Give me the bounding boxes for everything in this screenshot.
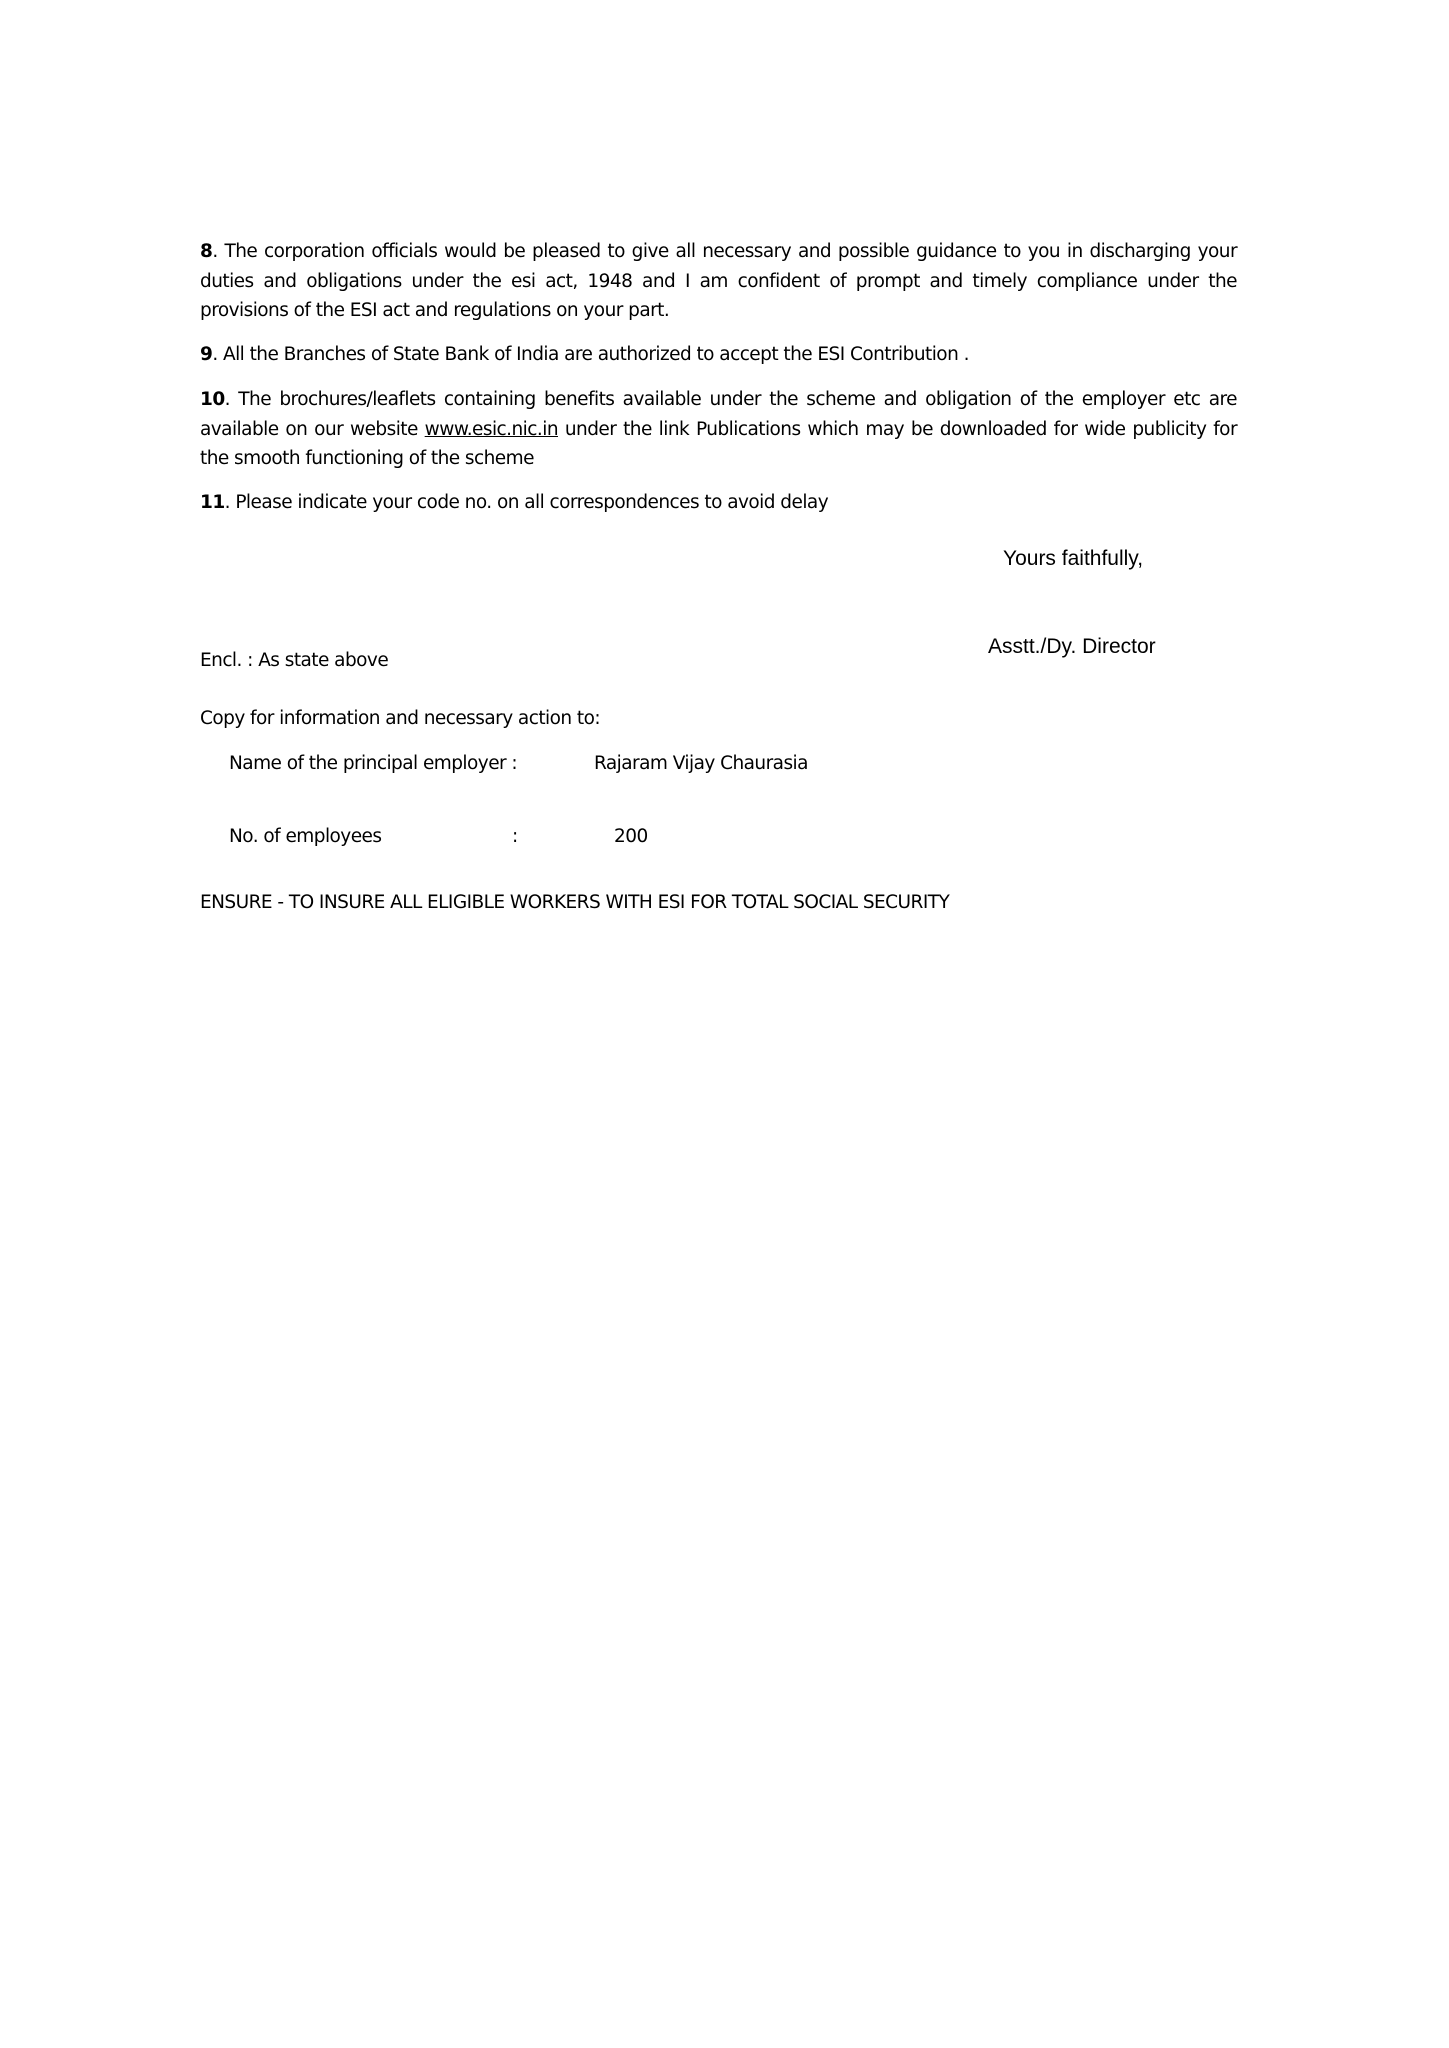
- field-label: No. of employees: [229, 826, 382, 847]
- paragraph-text: . All the Branches of State Bank of India are authorized to accept the ESI Contribution .: [212, 344, 969, 365]
- paragraph-number: 8: [200, 241, 213, 262]
- paragraph-text-continued: under the link Publications which may be downloaded for wide publicity for the smooth functioning of the scheme: [200, 418, 1238, 469]
- enclosure-note: Encl. : As state above: [200, 650, 389, 671]
- paragraph-text: . Please indicate your code no. on all correspondences to avoid delay: [224, 492, 829, 513]
- paragraph-10: [200, 385, 1237, 474]
- field-value: 200: [614, 826, 648, 847]
- paragraph-number: 9: [200, 344, 213, 365]
- field-colon: :: [512, 826, 518, 847]
- paragraph-8: [200, 237, 1237, 326]
- paragraph-number: 10: [200, 389, 225, 410]
- field-label: Name of the principal employer :: [229, 753, 518, 774]
- paragraph-number: 11: [200, 492, 225, 513]
- website-link[interactable]: www.esic.nic.in: [424, 418, 558, 440]
- field-value: Rajaram Vijay Chaurasia: [594, 753, 808, 774]
- paragraph-9: [200, 340, 1237, 370]
- paragraph-text: . The corporation officials would be pleased to give all necessary and possible guidance to you in discharging your duties and obligations under the esi act, 1948 and I am confident of prompt and timely compliance under the provisions of the ESI act and regulations on your part.: [200, 241, 1237, 321]
- copy-to-heading: Copy for information and necessary action to:: [200, 708, 601, 729]
- paragraph-11: [200, 488, 828, 517]
- paragraph-text: . The brochures/leaflets containing benefits available under the scheme and obligation of the employer etc are available on our website: [200, 389, 1237, 440]
- signatory-title: Asstt./Dy. Director: [988, 635, 1156, 658]
- closing-salutation: Yours faithfully,: [1003, 547, 1144, 570]
- slogan: ENSURE - TO INSURE ALL ELIGIBLE WORKERS WITH ESI FOR TOTAL SOCIAL SECURITY: [200, 892, 950, 913]
